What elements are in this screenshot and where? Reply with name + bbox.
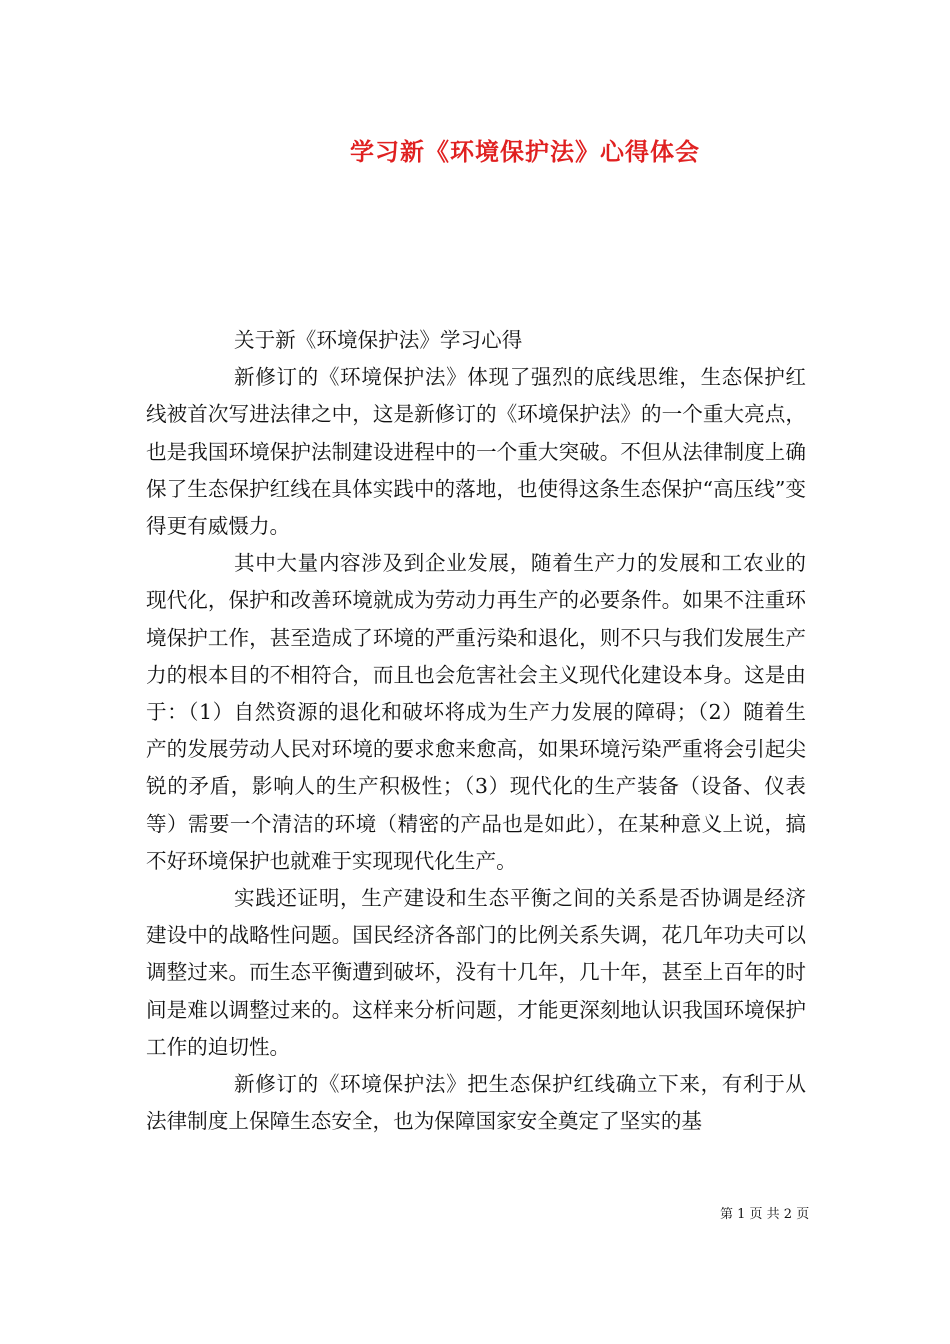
paragraph-1: 新修订的《环境保护法》体现了强烈的底线思维，生态保护红线被首次写进法律之中，这是新修订的《环境保护法》的一个重大亮点，也是我国环境保护法制建设进程中的一个重大突破。不但从法律制度上确保了生态保护红线在具体实践中的落地，也使得这条生态保护“高压线”变得更有威慑力。	[146, 365, 806, 539]
paragraph-3: 实践还证明，生产建设和生态平衡之间的关系是否协调是经济建设中的战略性问题。国民经济各部门的比例关系失调，花几年功夫可以调整过来。而生态平衡遭到破坏，没有十几年，几十年，甚至上百年的时间是难以调整过来的。这样来分析问题，才能更深刻地认识我国环境保护工作的迫切性。	[146, 886, 806, 1059]
document-title: 学习新《环境保护法》心得体会	[350, 138, 700, 166]
document-subtitle: 关于新《环境保护法》学习心得	[234, 328, 523, 352]
paragraph-4: 新修订的《环境保护法》把生态保护红线确立下来，有利于从法律制度上保障生态安全，也为保障国家安全奠定了坚实的基	[146, 1072, 806, 1134]
paragraph-2: 其中大量内容涉及到企业发展，随着生产力的发展和工农业的现代化，保护和改善环境就成为劳动力再生产的必要条件。如果不注重环境保护工作，甚至造成了环境的严重污染和退化，则不只与我们发展生产力的根本目的不相符合，而且也会危害社会主义现代化建设本身。这是由于：（1）自然资源的退化和破坏将成为生产力发展的障碍；（2）随着生产的发展劳动人民对环境的要求愈来愈高，如果环境污染严重将会引起尖锐的矛盾，影响人的生产积极性；（3）现代化的生产装备（设备、仪表等）需要一个清洁的环境（精密的产品也是如此），在某种意义上说，搞不好环境保护也就难于实现现代化生产。	[146, 551, 806, 873]
page-number-footer: 第 1 页 共 2 页	[720, 1207, 810, 1222]
document-body	[146, 322, 806, 1140]
